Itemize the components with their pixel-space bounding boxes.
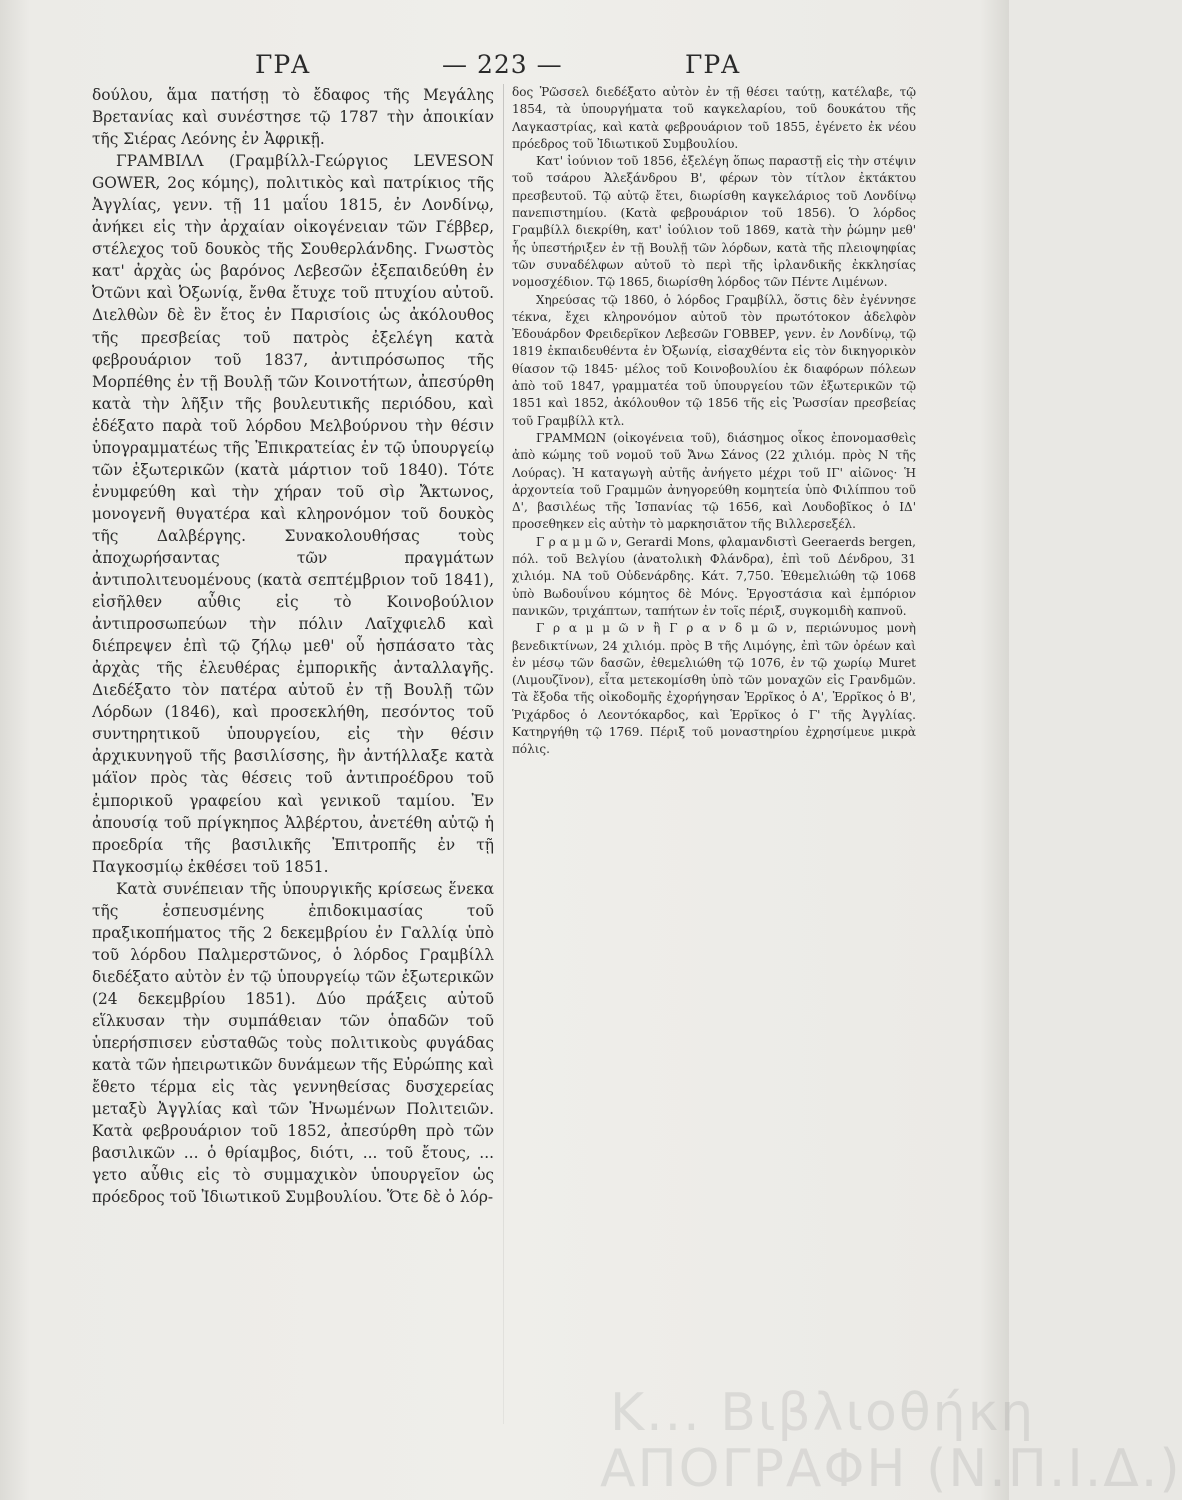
left-column — [92, 84, 494, 1444]
header-right-keyword: ΓΡΑ — [685, 50, 741, 79]
paragraph: Χηρεύσας τῷ 1860, ὁ λόρδος Γραμβίλλ, ὅστις δὲν ἐγέννησε τέκνα, ἔχει κληρονόμον αὐτοῦ τὸν πρωτότοκον ἀδελφὸν Ἐδουάρδον Φρειδερῖκον Λεβεσῶν ΓΟΒΒΕΡ, γενν. ἐν Λονδίνῳ, τῷ 1819 ἐκπαιδευθέντα ἐν Ὀξωνίᾳ, εἰσαχθέντα εἰς τὸν δικηγορικὸν θίασον τῷ 1845· μέλος τοῦ Κοινοβουλίου ἐκ διαφόρων πόλεων ἀπὸ τοῦ 1847, γραμματέα τοῦ ὑπουργείου τῶν ἐξωτερικῶν τῷ 1851 καὶ 1852, ἀκόλουθον τῷ 1856 τῆς εἰς Ῥωσσίαν πρεσβείας τοῦ Γραμβίλλ κτλ. — [512, 292, 916, 428]
header-left-keyword: ΓΡΑ — [255, 50, 311, 79]
page-number: — 223 — — [442, 50, 563, 79]
entry-grammont-family: ΓΡΑΜΜΩΝ (οἰκογένεια τοῦ), διάσημος οἶκος ἐπονομασθεὶς ἀπὸ κώμης τοῦ νομοῦ τοῦ Ἄνω Σάνος (22 χιλιόμ. πρὸς Ν τῆς Λούρας). Ἡ καταγωγὴ αὐτῆς ἀνήγετο μέχρι τοῦ ΙΓ' αἰῶνος· Ἡ ἀρχοντεία τοῦ Γραμμῶν ἀνηγορεύθη κομητεία ὑπὸ Φιλίππου τοῦ Δ', βασιλέως τῆς Ἱσπανίας τῷ 1656, καὶ Λουδοβῖκος ὁ ΙΔ' προσεθηκεν εἰς αὐτὴν τὸ μαρκησιᾶτον τῆς Βιλλερσεξέλ. — [512, 430, 916, 532]
column-divider — [503, 84, 504, 1424]
watermark-line: ΑΠΟΓΡΑΦΗ (Ν.Π.Ι.Δ.) — [600, 1439, 1182, 1499]
entry-grammont-town: Γ ρ α μ μ ῶ ν, Gerardi Mons, φλαμανδιστὶ Geeraerds bergen, πόλ. τοῦ Βελγίου (ἀνατολικὴ Φλάνδρα), ἐπὶ τοῦ Δένδρου, 31 χιλιόμ. ΝΑ τοῦ Οὐδενάρδης. Κάτ. 7,750. Ἐθεμελιώθη τῷ 1068 ὑπὸ Βωδουΐνου κόμητος δὲ Μόνς. Ἐργοστάσια καὶ ἐμπόριον πανικῶν, τριχάπτων, ταπήτων ἐν τοῖς πέριξ, συγκομιδὴ καπνοῦ. — [512, 534, 916, 618]
paragraph: δούλου, ἅμα πατήσῃ τὸ ἔδαφος τῆς Μεγάλης Βρετανίας καὶ συνέστησε τῷ 1787 τὴν ἀποικίαν τῆς Σιέρας Λεόνης ἐν Ἀφρικῇ. — [92, 86, 494, 149]
paragraph: δος Ῥῶσσελ διεδέξατο αὐτὸν ἐν τῇ θέσει ταύτῃ, κατέλαβε, τῷ 1854, τὰ ὑπουργήματα τοῦ καγκελαρίου, τοῦ δουκάτου τῆς Λαγκαστρίας, καὶ κατὰ φεβρουάριον τοῦ 1855, ἐγένετο ἐκ νέου πρόεδρος τοῦ Ἰδιωτικοῦ Συμβουλίου. — [512, 85, 916, 151]
right-column — [512, 84, 916, 784]
paragraph: Κατὰ συνέπειαν τῆς ὑπουργικῆς κρίσεως ἕνεκα τῆς ἐσπευσμένης ἐπιδοκιμασίας τοῦ πραξικοπήματος τῆς 2 δεκεμβρίου ἐν Γαλλίᾳ ὑπὸ τοῦ λόρδου Παλμερστῶνος, ὁ λόρδος Γραμβίλλ διεδέξατο αὐτὸν ἐν τῷ ὑπουργείῳ τῶν ἐξωτερικῶν (24 δεκεμβρίου 1851). Δύο πράξεις αὐτοῦ εἵλκυσαν τὴν συμπάθειαν τῶν ὁπαδῶν τοῦ ὑπερήσπισεν εὐσταθῶς τοὺς πολιτικοὺς φυγάδας κατὰ τῶν ἠπειρωτικῶν δυνάμεων τῆς Εὐρώπης καὶ ἔθετο τέρμα εἰς τὰς γεννηθείσας δυσχερείας μεταξὺ Ἀγγλίας καὶ τῶν Ἡνωμένων Πολιτειῶν. Κατὰ φεβρουάριον τοῦ 1852, ἀπεσύρθη πρὸ τῶν βασιλικῶν ... ὁ θρίαμβος, διότι, ... τοῦ ἔτους, ... γετο αὖθις εἰς τὸ συμμαχικὸν ὑπουργεῖον ὡς πρόεδρος τοῦ Ἰδιωτικοῦ Συμβουλίου. Ὅτε δὲ ὁ λόρ- — [92, 879, 494, 1207]
watermark-line: Κ... Βιβλιοθήκη — [610, 1383, 1036, 1443]
paragraph: Κατ' ἰούνιον τοῦ 1856, ἐξελέγη ὅπως παραστῇ εἰς τὴν στέψιν τοῦ τσάρου Ἀλεξάνδρου Β', φέρων τὸν τίτλον ἐκτάκτου πρεσβευτοῦ. Τῷ αὐτῷ ἔτει, διωρίσθη καγκελάριος τοῦ Λονδίνῳ πανεπιστημίου. (Κατὰ φεβρουάριον τοῦ 1856). Ὁ λόρδος Γραμβίλλ διεκρίθη, κατ' ἰούλιον τοῦ 1869, κατὰ τὴν ῥώμην μεθ' ἧς ὑπεστήριξεν ἐν τῇ Βουλῇ τῶν λόρδων, κατὰ τῆς πλειοψηφίας τῶν συναδέλφων αὐτοῦ τὸ περὶ τῆς ἰρλανδικῆς ἐκκλησίας νομοσχέδιον. Τῷ 1865, διωρίσθη λόρδος τῶν Πέντε Λιμένων. — [512, 154, 916, 290]
entry-grandmont-abbey: Γ ρ α μ μ ῶ ν ἢ Γ ρ α ν δ μ ῶ ν, περιώνυμος μονὴ βενεδικτίνων, 24 χιλιόμ. πρὸς Β τῆς Λιμόγης, ἐπὶ τῶν ὀρέων καὶ ἐν μέσῳ τῶν δασῶν, ἐθεμελιώθη τῷ 1076, ἐν τῷ χωρίῳ Muret (Λιμουζῖνον), εἶτα μετεκομίσθη ὑπὸ τῶν μοναχῶν εἰς Γρανδμῶν. Τὰ ἔξοδα τῆς οἰκοδομῆς ἐχορήγησαν Ἑρρῖκος ὁ Α', Ἑρρῖκος ὁ Β', Ῥιχάρδος ὁ Λεοντόκαρδος, καὶ Ἑρρῖκος ὁ Γ' τῆς Ἀγγλίας. Κατηργήθη τῷ 1769. Πέριξ τοῦ μοναστηρίου ἐχρησίμευε μικρὰ πόλις. — [512, 621, 916, 757]
entry-granville: ΓΡΑΜΒΙΛΛ (Γραμβίλλ-Γεώργιος LEVESON GOWER, 2ος κόμης), πολιτικὸς καὶ πατρίκιος τῆς Ἀγγλίας, γενν. τῇ 11 μαΐου 1815, ἐν Λονδίνῳ, ἀνήκει εἰς τὴν ἀρχαίαν οἰκογένειαν τῶν Γέββερ, στέλεχος τοῦ δουκὸς τῆς Σουθερλάνδης. Γνωστὸς κατ' ἀρχὰς ὡς βαρόνος Λεβεσῶν ἐξεπαιδεύθη ἐν Ὀτῶνι καὶ Ὀξωνίᾳ, ἔνθα ἔτυχε τοῦ πτυχίου αὐτοῦ. Διελθὼν δὲ ἓν ἔτος ἐν Παρισίοις ὡς ἀκόλουθος τῆς πρεσβείας τοῦ πατρὸς ἐξελέγη κατὰ φεβρουάριον τοῦ 1837, ἀντιπρόσωπος τῆς Μορπέθης ἐν τῇ Βουλῇ τῶν Κοινοτήτων, ἀπεσύρθη κατὰ τὴν λῆξιν τῆς βουλευτικῆς περιόδου, καὶ ἐδέξατο παρὰ τοῦ λόρδου Μελβούρνου τὴν θέσιν ὑπογραμματέως τῆς Ἐπικρατείας ἐν τῷ ὑπουργείῳ τῶν ἐξωτερικῶν (κατὰ μάρτιον τοῦ 1840). Τότε ἐνυμφεύθη καὶ τὴν χήραν τοῦ σὶρ Ἄκτωνος, μονογενῆ θυγατέρα καὶ κληρονόμον τοῦ δουκὸς τῆς Δαλβέργης. Συνακολουθήσας τοὺς ἀποχωρήσαντας τῶν πραγμάτων ἀντιπολιτευομένους (κατὰ σεπτέμβριον τοῦ 1841), εἰσῆλθεν αὖθις εἰς τὸ Κοινοβούλιον ἀντιπροσωπεύων τὴν πόλιν Λαῖχφιελδ καὶ διέπρεψεν ἐπὶ τῷ ζήλῳ μεθ' οὗ ἠσπάσατο τὰς ἀρχὰς τῆς ἐλευθέρας ἐμπορικῆς ἀνταλλαγῆς. Διεδέξατο τὸν πατέρα αὐτοῦ ἐν τῇ Βουλῇ τῶν Λόρδων (1846), καὶ προσεκλήθη, πεσόντος τοῦ συντηρητικοῦ ὑπουργείου, εἰς τὴν θέσιν ἀρχικυνηγοῦ τῆς βασιλίσσης, ἣν ἀντήλλαξε κατὰ μάϊον πρὸς τὰς θέσεις τοῦ ἀντιπροέδρου τοῦ ἐμπορικοῦ γραφείου καὶ γενικοῦ ταμίου. Ἐν ἀπουσίᾳ τοῦ πρίγκηπος Ἀλβέρτου, ἀνετέθη αὐτῷ ἡ προεδρία τῆς βασιλικῆς Ἐπιτροπῆς ἐν τῇ Παγκοσμίῳ ἐκθέσει τοῦ 1851. — [92, 152, 494, 876]
